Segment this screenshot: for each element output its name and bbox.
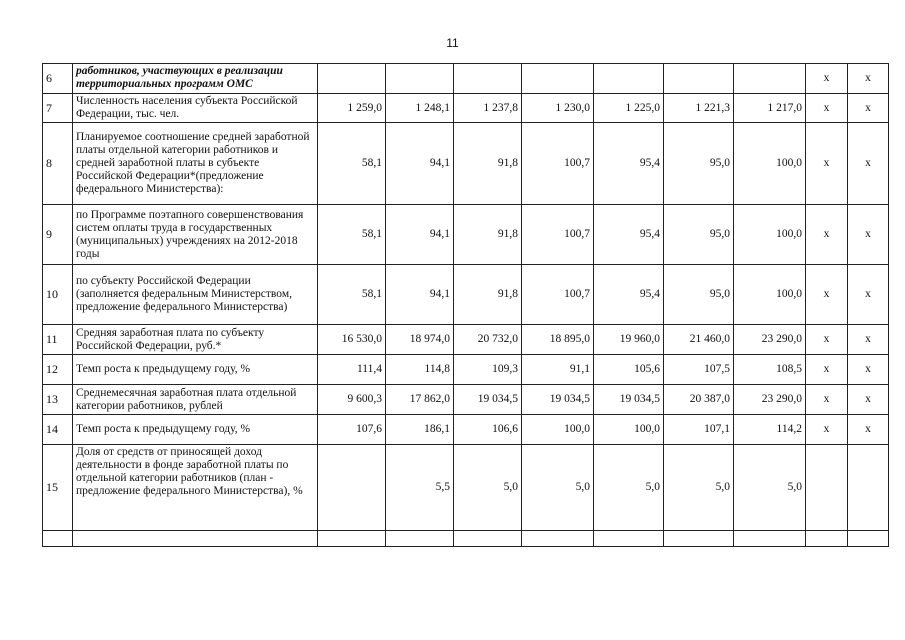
- value-cell: 186,1: [386, 415, 454, 445]
- value-cell: 95,0: [664, 205, 734, 265]
- value-cell: 91,1: [522, 355, 594, 385]
- value-cell: 9 600,3: [318, 385, 386, 415]
- value-cell: 100,0: [734, 123, 806, 205]
- value-cell: 100,0: [522, 415, 594, 445]
- table-row: [43, 64, 889, 94]
- value-cell: 100,7: [522, 123, 594, 205]
- value-cell: 105,6: [594, 355, 664, 385]
- value-cell: 5,0: [594, 445, 664, 531]
- row-description: Средняя заработная плата по субъекту Российской Федерации, руб.*: [73, 325, 318, 355]
- row-description: Численность населения субъекта Российской Федерации, тыс. чел.: [73, 94, 318, 123]
- value-cell: 94,1: [386, 205, 454, 265]
- table-row: [43, 355, 889, 385]
- value-cell: 1 230,0: [522, 94, 594, 123]
- x-mark-cell: x: [806, 205, 848, 265]
- value-cell: [594, 64, 664, 94]
- x-mark-cell: x: [848, 385, 889, 415]
- table-row: [43, 205, 889, 265]
- empty-cell: [806, 531, 848, 547]
- row-description: работников, участвующих в реализации территориальных программ ОМС: [73, 64, 318, 94]
- value-cell: 95,4: [594, 265, 664, 325]
- value-cell: 1 221,3: [664, 94, 734, 123]
- value-cell: [664, 64, 734, 94]
- row-number: 14: [43, 415, 73, 445]
- value-cell: 1 259,0: [318, 94, 386, 123]
- empty-cell: [73, 531, 318, 547]
- value-cell: 19 034,5: [522, 385, 594, 415]
- row-number: 7: [43, 94, 73, 123]
- value-cell: 95,0: [664, 123, 734, 205]
- value-cell: 91,8: [454, 205, 522, 265]
- x-mark-cell: x: [806, 325, 848, 355]
- value-cell: 1 237,8: [454, 94, 522, 123]
- x-mark-cell: x: [806, 123, 848, 205]
- row-number: 11: [43, 325, 73, 355]
- x-mark-cell: x: [848, 205, 889, 265]
- value-cell: 18 895,0: [522, 325, 594, 355]
- empty-cell: [594, 531, 664, 547]
- value-cell: 95,4: [594, 205, 664, 265]
- indicators-table: [42, 63, 889, 547]
- value-cell: 23 290,0: [734, 325, 806, 355]
- value-cell: [318, 445, 386, 531]
- value-cell: 114,2: [734, 415, 806, 445]
- value-cell: 20 732,0: [454, 325, 522, 355]
- value-cell: 94,1: [386, 265, 454, 325]
- row-number: 9: [43, 205, 73, 265]
- value-cell: 20 387,0: [664, 385, 734, 415]
- row-description: Планируемое соотношение средней заработной платы отдельной категории работников и средней заработной платы в субъекте Российской Федерации*(предложение федерального Министерства):: [73, 123, 318, 205]
- x-mark-cell: x: [848, 94, 889, 123]
- table-row: [43, 325, 889, 355]
- value-cell: 16 530,0: [318, 325, 386, 355]
- value-cell: 114,8: [386, 355, 454, 385]
- value-cell: 106,6: [454, 415, 522, 445]
- value-cell: 100,0: [594, 415, 664, 445]
- value-cell: 5,0: [454, 445, 522, 531]
- value-cell: 107,6: [318, 415, 386, 445]
- x-mark-cell: x: [848, 265, 889, 325]
- x-mark-cell: x: [806, 385, 848, 415]
- row-number: 13: [43, 385, 73, 415]
- value-cell: 91,8: [454, 123, 522, 205]
- x-mark-cell: x: [848, 415, 889, 445]
- table-row: [43, 415, 889, 445]
- table-row: [43, 445, 889, 531]
- value-cell: 100,0: [734, 205, 806, 265]
- value-cell: [386, 64, 454, 94]
- table-row-empty: [43, 531, 889, 547]
- value-cell: 5,0: [522, 445, 594, 531]
- empty-cell: [454, 531, 522, 547]
- value-cell: [522, 64, 594, 94]
- value-cell: 95,0: [664, 265, 734, 325]
- empty-cell: [664, 531, 734, 547]
- value-cell: 100,7: [522, 265, 594, 325]
- x-mark-cell: x: [848, 325, 889, 355]
- x-mark-cell: x: [806, 94, 848, 123]
- x-mark-cell: [848, 445, 889, 531]
- x-mark-cell: x: [848, 355, 889, 385]
- value-cell: 23 290,0: [734, 385, 806, 415]
- table-row: [43, 94, 889, 123]
- value-cell: 108,5: [734, 355, 806, 385]
- value-cell: 5,5: [386, 445, 454, 531]
- value-cell: 58,1: [318, 265, 386, 325]
- table-row: [43, 385, 889, 415]
- value-cell: 109,3: [454, 355, 522, 385]
- value-cell: 100,7: [522, 205, 594, 265]
- value-cell: 111,4: [318, 355, 386, 385]
- empty-cell: [386, 531, 454, 547]
- x-mark-cell: x: [806, 265, 848, 325]
- value-cell: 95,4: [594, 123, 664, 205]
- value-cell: 19 034,5: [454, 385, 522, 415]
- table-row: [43, 123, 889, 205]
- row-number: 6: [43, 64, 73, 94]
- value-cell: 19 960,0: [594, 325, 664, 355]
- value-cell: [318, 64, 386, 94]
- value-cell: 5,0: [664, 445, 734, 531]
- value-cell: 17 862,0: [386, 385, 454, 415]
- row-number: 15: [43, 445, 73, 531]
- empty-cell: [848, 531, 889, 547]
- x-mark-cell: x: [806, 64, 848, 94]
- empty-cell: [734, 531, 806, 547]
- value-cell: 1 225,0: [594, 94, 664, 123]
- value-cell: 58,1: [318, 123, 386, 205]
- value-cell: 94,1: [386, 123, 454, 205]
- value-cell: 19 034,5: [594, 385, 664, 415]
- value-cell: 91,8: [454, 265, 522, 325]
- value-cell: 100,0: [734, 265, 806, 325]
- row-number: 8: [43, 123, 73, 205]
- row-number: 12: [43, 355, 73, 385]
- value-cell: 107,5: [664, 355, 734, 385]
- x-mark-cell: x: [806, 355, 848, 385]
- value-cell: 58,1: [318, 205, 386, 265]
- empty-cell: [318, 531, 386, 547]
- page-number: 11: [446, 36, 459, 50]
- value-cell: 1 217,0: [734, 94, 806, 123]
- row-number: 10: [43, 265, 73, 325]
- row-description: Доля от средств от приносящей доход деятельности в фонде заработной платы по отдельной категории работников (план - предложение федерального Министерства), %: [73, 445, 318, 531]
- empty-cell: [522, 531, 594, 547]
- value-cell: [454, 64, 522, 94]
- x-mark-cell: x: [806, 415, 848, 445]
- value-cell: [734, 64, 806, 94]
- row-description: Темп роста к предыдущему году, %: [73, 355, 318, 385]
- value-cell: 5,0: [734, 445, 806, 531]
- value-cell: 1 248,1: [386, 94, 454, 123]
- table-body: [43, 64, 889, 547]
- row-description: Темп роста к предыдущему году, %: [73, 415, 318, 445]
- row-description: Среднемесячная заработная плата отдельной категории работников, рублей: [73, 385, 318, 415]
- table-row: [43, 265, 889, 325]
- x-mark-cell: x: [848, 64, 889, 94]
- value-cell: 18 974,0: [386, 325, 454, 355]
- x-mark-cell: x: [848, 123, 889, 205]
- value-cell: 21 460,0: [664, 325, 734, 355]
- x-mark-cell: [806, 445, 848, 531]
- empty-cell: [43, 531, 73, 547]
- row-description: по субъекту Российской Федерации (заполняется федеральным Министерством, предложение федерального Министерства): [73, 265, 318, 325]
- value-cell: 107,1: [664, 415, 734, 445]
- row-description: по Программе поэтапного совершенствования систем оплаты труда в государственных (муниципальных) учреждениях на 2012-2018 годы: [73, 205, 318, 265]
